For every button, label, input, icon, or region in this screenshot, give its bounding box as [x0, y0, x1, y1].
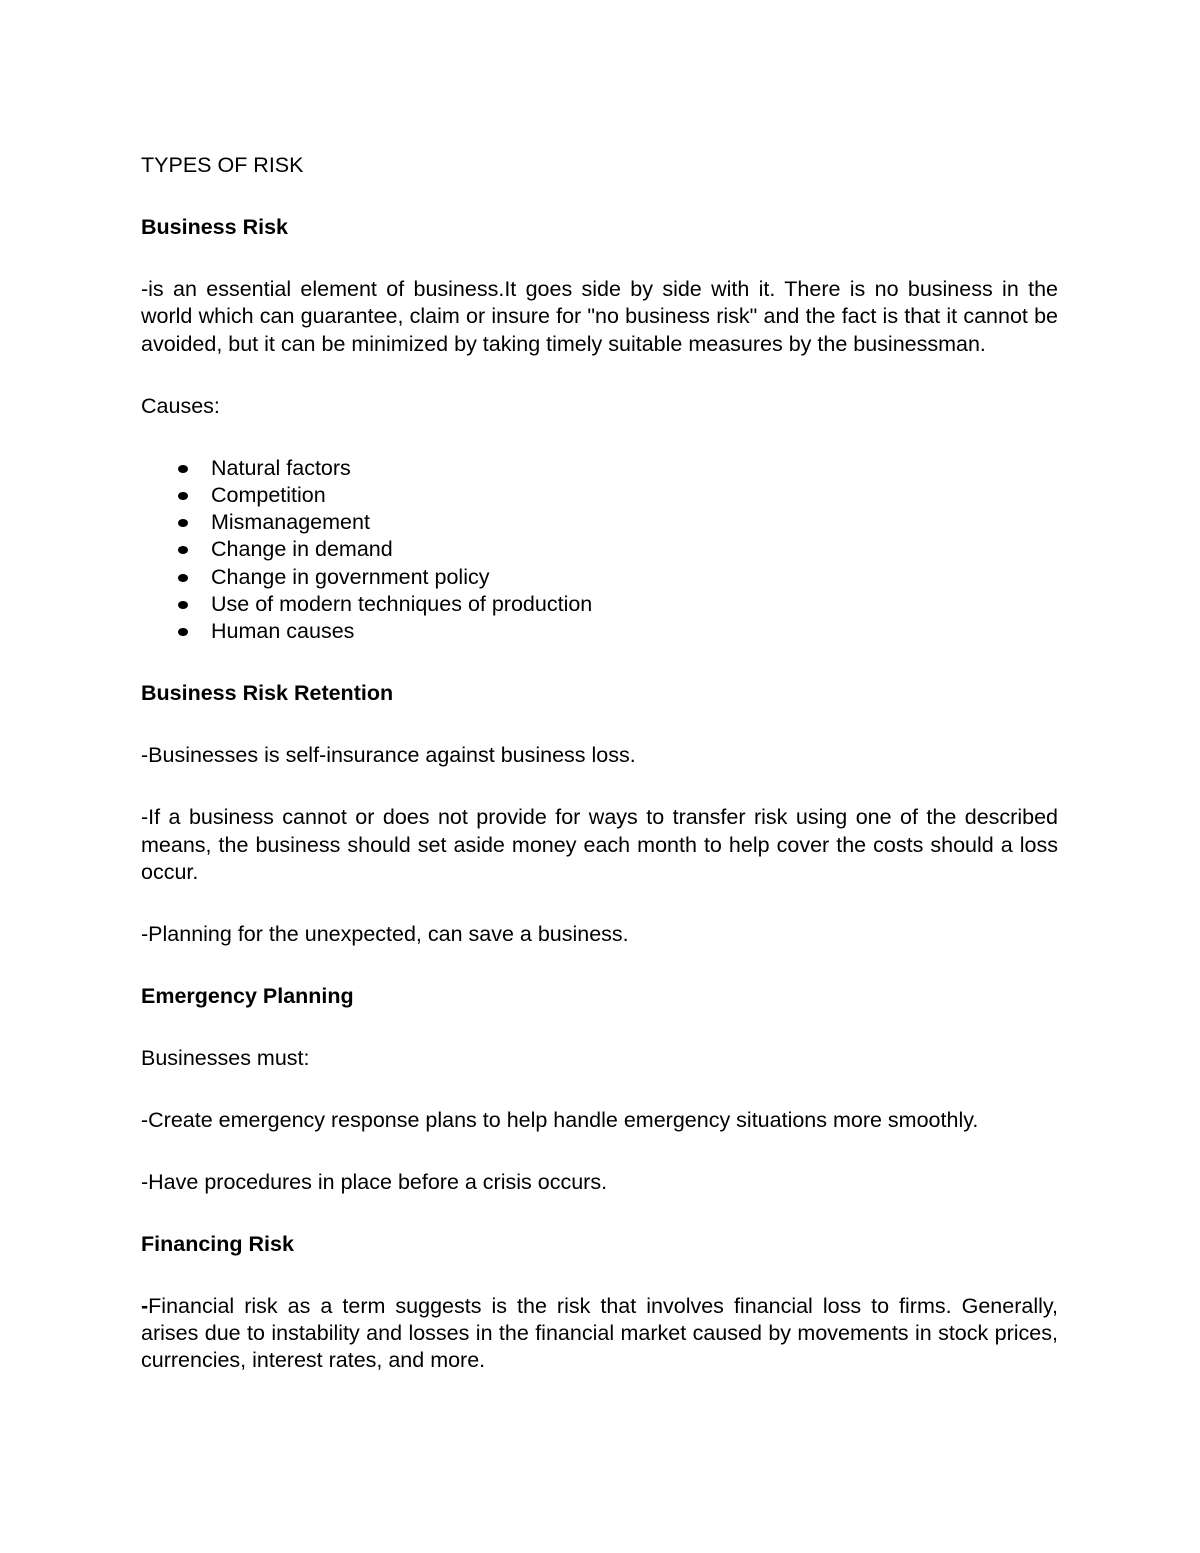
list-item — [141, 564, 1058, 591]
document-page — [141, 152, 1058, 1409]
bullet-icon — [178, 628, 188, 636]
section-heading-business-risk-retention: Business Risk Retention — [141, 681, 394, 706]
paragraph-financing-text: Financial risk as a term suggests is the risk that involves financial loss to firms. Generally, arises due to instability and losses in the financial market caused by movements in stock prices, currencies, interest rates, and more. — [141, 1293, 1058, 1373]
section-emergency-planning — [141, 983, 1058, 1196]
list-item — [141, 591, 1058, 618]
paragraph-emergency-intro: Businesses must: — [141, 1045, 310, 1070]
list-item — [141, 618, 1058, 645]
bullet-icon — [178, 465, 188, 473]
document-title: TYPES OF RISK — [141, 153, 304, 177]
causes-list — [141, 455, 1058, 646]
paragraph-business-risk: -is an essential element of business.It goes side by side with it. There is no business in the world which can guarantee, claim or insure for "no business risk" and the fact is that it cannot be avoided, but it can be minimized by taking timely suitable measures by the businessman. — [141, 276, 1058, 356]
bullet-icon — [178, 601, 188, 609]
paragraph-emergency-2: -Have procedures in place before a crisis occurs. — [141, 1169, 608, 1194]
causes-label: Causes: — [141, 393, 220, 418]
section-heading-financing-risk: Financing Risk — [141, 1231, 294, 1256]
section-business-risk — [141, 214, 1058, 646]
list-item-text: Natural factors — [211, 455, 351, 480]
bullet-icon — [178, 492, 188, 500]
list-item-text: Human causes — [211, 619, 355, 644]
paragraph-financing-risk — [141, 1293, 1058, 1375]
bullet-icon — [178, 546, 188, 554]
section-financing-risk — [141, 1231, 1058, 1375]
paragraph-dash: - — [141, 1293, 149, 1318]
paragraph-retention-3: -Planning for the unexpected, can save a business. — [141, 921, 629, 946]
section-heading-business-risk: Business Risk — [141, 214, 288, 239]
list-item-text: Use of modern techniques of production — [211, 592, 593, 617]
section-heading-emergency-planning: Emergency Planning — [141, 983, 354, 1008]
list-item — [141, 536, 1058, 563]
paragraph-retention-1: -Businesses is self-insurance against business loss. — [141, 743, 636, 768]
list-item-text: Competition — [211, 482, 326, 507]
list-item-text: Change in government policy — [211, 564, 490, 589]
section-business-risk-retention — [141, 680, 1058, 948]
bullet-icon — [178, 519, 188, 527]
paragraph-emergency-1: -Create emergency response plans to help handle emergency situations more smoothly. — [141, 1107, 979, 1132]
list-item-text: Change in demand — [211, 537, 393, 562]
list-item — [141, 455, 1058, 482]
list-item — [141, 482, 1058, 509]
list-item-text: Mismanagement — [211, 510, 370, 535]
list-item — [141, 509, 1058, 536]
paragraph-retention-2: -If a business cannot or does not provide for ways to transfer risk using one of the described means, the business should set aside money each month to help cover the costs should a loss occur. — [141, 805, 1058, 884]
bullet-icon — [178, 574, 188, 582]
